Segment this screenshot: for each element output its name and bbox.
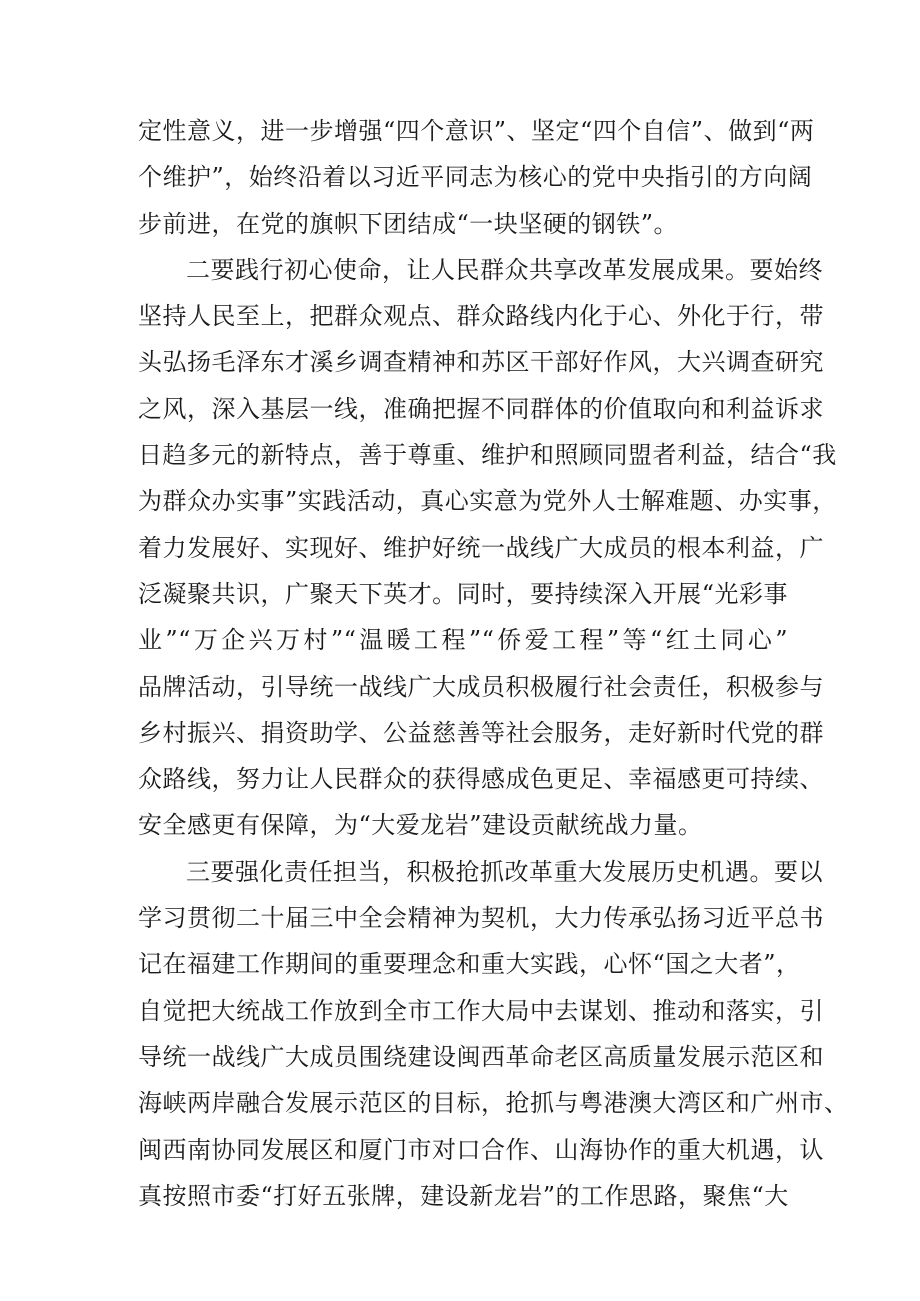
text-line: 学习贯彻二十届三中全会精神为契机，大力传承弘扬习近平总书 — [138, 904, 824, 933]
text-line: 头弘扬毛泽东才溪乡调查精神和苏区干部好作风，大兴调查研究 — [138, 348, 824, 377]
text-line: 闽西南协同发展区和厦门市对口合作、山海协作的重大机遇，认 — [138, 1135, 824, 1164]
text-line: 定性意义，进一步增强“四个意识”、坚定“四个自信”、做到“两 — [138, 117, 815, 145]
text-line: 自觉把大统战工作放到全市工作大局中去谋划、推动和落实，引 — [138, 996, 824, 1025]
text-line: 业”“万企兴万村”“温暖工程”“侨爱工程”等“红土同心” — [138, 626, 788, 655]
text-line: 步前进，在党的旗帜下团结成“一块坚硬的钢铁”。 — [138, 209, 679, 238]
text-line: 品牌活动，引导统一战线广大成员积极履行社会责任，积极参与 — [138, 672, 824, 701]
text-line: 之风，深入基层一线，准确把握不同群体的价值取向和利益诉求 — [138, 394, 824, 423]
paragraph-start-line: 二要践行初心使命，让人民群众共享改革发展成果。要始终 — [186, 255, 823, 284]
text-line: 日趋多元的新特点，善于尊重、维护和照顾同盟者利益，结合“我 — [138, 441, 837, 470]
paragraph-start-line: 三要强化责任担当，积极抢抓改革重大发展历史机遇。要以 — [186, 857, 823, 886]
text-line: 导统一战线广大成员围绕建设闽西革命老区高质量发展示范区和 — [138, 1042, 824, 1071]
document-body — [138, 108, 849, 1219]
text-line: 记在福建工作期间的重要理念和重大实践，心怀“国之大者”， — [138, 950, 801, 979]
text-line: 安全感更有保障，为“大爱龙岩”建设贡献统战力量。 — [138, 811, 703, 840]
text-line: 为群众办实事”实践活动，真心实意为党外人士解难题、办实事， — [138, 487, 837, 516]
text-line: 真按照市委“打好五张牌，建设新龙岩”的工作思路，聚焦“大 — [138, 1181, 789, 1210]
text-line: 着力发展好、实现好、维护好统一战线广大成员的根本利益，广 — [138, 533, 824, 562]
text-line: 乡村振兴、捐资助学、公益慈善等社会服务，走好新时代党的群 — [138, 718, 824, 747]
text-line: 坚持人民至上，把群众观点、群众路线内化于心、外化于行，带 — [138, 302, 824, 331]
text-line: 个维护”，始终沿着以习近平同志为核心的党中央指引的方向阔 — [138, 163, 813, 192]
text-line: 海峡两岸融合发展示范区的目标，抢抓与粤港澳大湾区和广州市、 — [138, 1089, 849, 1118]
text-line: 众路线，努力让人民群众的获得感成色更足、幸福感更可持续、 — [138, 765, 824, 794]
text-line: 泛凝聚共识，广聚天下英才。同时，要持续深入开展“光彩事 — [138, 579, 788, 608]
